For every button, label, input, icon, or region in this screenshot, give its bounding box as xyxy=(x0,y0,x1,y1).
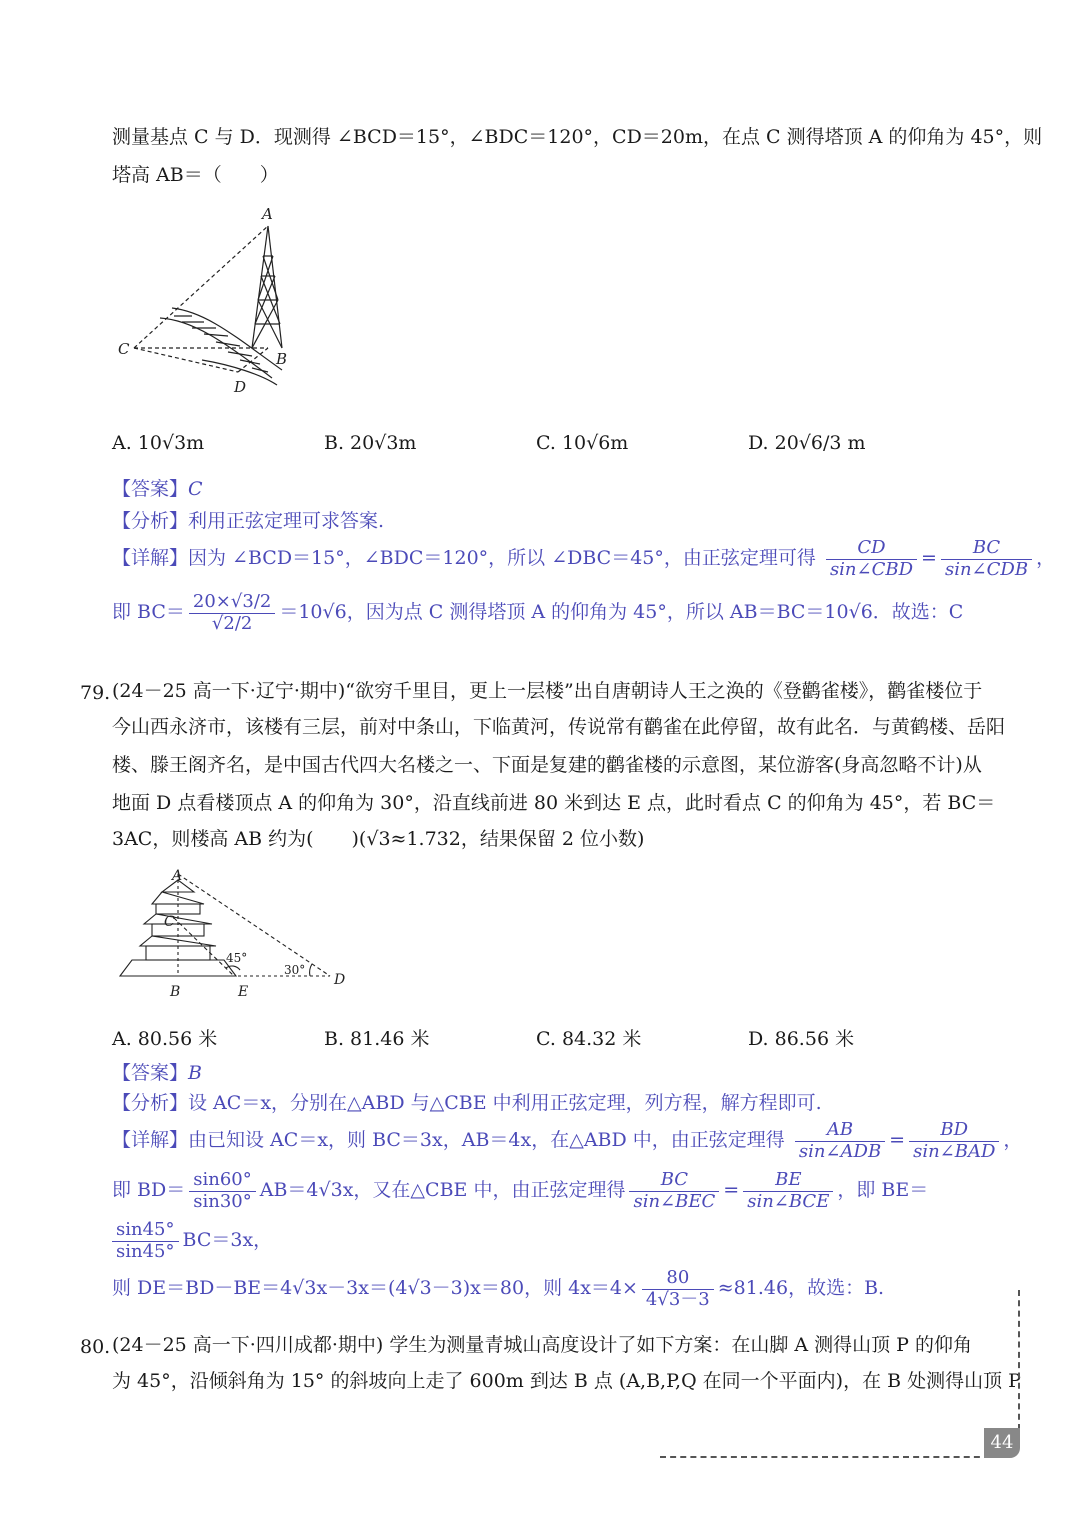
q79-fraction-4: $\frac{BC}{\text{sin∠BEC}}$ xyxy=(629,1170,719,1212)
q79-analysis-tag: 【分析】 xyxy=(112,1092,189,1114)
q79-detail-tag: 【详解】 xyxy=(112,1129,189,1152)
q78-detail-line-1: 【详解】因为 ∠BCD＝15°，∠BDC＝120°，所以 ∠DBC＝45°，由正弦定理可得 $\frac{CD}{\text{sin∠CBD}}$ = $\frac{BC}{\text{sin∠CDB}}$ ， xyxy=(112,537,1056,580)
q79-detail-text-1: 由已知设 AC＝x，则 BC＝3x，AB＝4x，在△ABD 中，由正弦定理得 xyxy=(188,1129,785,1152)
q80-line-1: (24－25 高一下·四川成都·期中) 学生为测量青城山高度设计了如下方案：在山脚 A 测得山顶 P 的仰角 xyxy=(112,1334,973,1356)
q79-detail-line-4 xyxy=(112,1268,884,1310)
q78-answer-tag: 【答案】 xyxy=(112,478,189,500)
q78-option-d[interactable]: D. 20√6/3 m xyxy=(748,432,866,454)
q78-detail-tag: 【详解】 xyxy=(112,547,189,570)
q78-detail-text-2b: ＝10√6，因为点 C 测得塔顶 A 的仰角为 45°，所以 AB＝BC＝10√6．故选：C xyxy=(279,601,964,624)
q78-label-c: C xyxy=(118,340,130,358)
q79-angle-30: 30° xyxy=(284,963,306,977)
q80-number: 80. xyxy=(80,1336,111,1358)
q78-answer-value: C xyxy=(188,478,203,500)
q79-option-c[interactable]: C. 84.32 米 xyxy=(536,1028,642,1050)
q80-line-2: 为 45°，沿倾斜角为 15° 的斜坡向上走了 600m 到达 B 点 (A,B,P,Q 在同一个平面内)，在 B 处测得山顶 P xyxy=(112,1370,1021,1392)
q79-option-b[interactable]: B. 81.46 米 xyxy=(324,1028,430,1050)
q78-label-a: A xyxy=(262,205,273,223)
q79-label-d: D xyxy=(334,972,346,988)
q79-number: 79. xyxy=(80,682,111,704)
q78-analysis-text: 利用正弦定理可求答案. xyxy=(188,510,385,532)
q79-fraction-2: $\frac{BD}{\text{sin∠BAD}}$ xyxy=(909,1120,999,1162)
q78-fraction-3: $\frac{20\times√3/2}{√2/2}$ xyxy=(189,592,275,634)
q78-detail-text-1: 因为 ∠BCD＝15°，∠BDC＝120°，所以 ∠DBC＝45°，由正弦定理可得 xyxy=(188,547,816,570)
page-number: 44 xyxy=(984,1428,1020,1458)
q78-fraction-1: $\frac{CD}{\text{sin∠CBD}}$ xyxy=(826,538,917,580)
q79-fraction-6: $\frac{\sin 45^\circ}{\sin 45^\circ}$ xyxy=(112,1220,179,1262)
q78-line-2: 塔高 AB＝（ ） xyxy=(112,164,279,186)
q79-label-c: C xyxy=(164,914,175,930)
q78-label-b: B xyxy=(276,350,288,368)
q78-option-c[interactable]: C. 10√6m xyxy=(536,432,629,454)
q79-fraction-5: $\frac{BE}{\text{sin∠BCE}}$ xyxy=(743,1170,833,1212)
q79-detail-line-1: 【详解】由已知设 AC＝x，则 BC＝3x，AB＝4x，在△ABD 中，由正弦定理得 $\frac{AB}{\text{sin∠ADB}}$ = $\frac{BD}{\text{sin∠BAD}}$ ， xyxy=(112,1119,1023,1162)
q78-option-a[interactable]: A. 10√3m xyxy=(112,432,205,454)
q79-fraction-3: $\frac{\sin 60^\circ}{\sin 30^\circ}$ xyxy=(189,1170,256,1212)
q79-line-2: 今山西永济市，该楼有三层，前对中条山，下临黄河，传说常有鹳雀在此停留，故有此名．与黄鹤楼、岳阳 xyxy=(112,716,1006,738)
q79-answer-tag: 【答案】 xyxy=(112,1062,189,1084)
q79-detail-line-3 xyxy=(112,1220,272,1262)
q79-line-3: 楼、滕王阁齐名，是中国古代四大名楼之一、下面是复建的鹳雀楼的示意图，某位游客(身高忽略不计)从 xyxy=(112,754,982,776)
q79-analysis-line xyxy=(112,1094,822,1113)
q79-pagoda-figure xyxy=(112,866,362,1001)
q79-answer-value: B xyxy=(188,1062,202,1084)
q79-option-d[interactable]: D. 86.56 米 xyxy=(748,1028,855,1050)
q79-label-e: E xyxy=(238,984,249,1000)
q78-line-1: 测量基点 C 与 D．现测得 ∠BCD＝15°，∠BDC＝120°，CD＝20m，在点 C 测得塔顶 A 的仰角为 45°，则 xyxy=(112,126,1043,148)
q79-line-4: 地面 D 点看楼顶点 A 的仰角为 30°，沿直线前进 80 米到达 E 点，此时看点 C 的仰角为 45°，若 BC＝ xyxy=(112,792,996,814)
q78-fraction-2: $\frac{BC}{\text{sin∠CDB}}$ xyxy=(941,538,1032,580)
page-border-dashed-horizontal xyxy=(660,1456,990,1458)
q78-detail-line-2 xyxy=(112,592,963,634)
q79-detail-line-2: 即 BD＝ $\frac{\sin 60^\circ}{\sin 30^\circ}$ AB＝4√3x，又在△CBE 中，由正弦定理得 $\frac{BC}{\text{sin∠BEC}}$ = $\frac{BE}{\text{sin∠BCE}}$ ，即 BE＝ xyxy=(112,1169,929,1212)
q79-option-a[interactable]: A. 80.56 米 xyxy=(112,1028,218,1050)
q78-analysis-tag: 【分析】 xyxy=(112,510,189,532)
q78-detail-text-2a: 即 BC＝ xyxy=(112,601,185,624)
q79-label-a: A xyxy=(172,868,183,884)
q79-detail-text-2a: 即 BD＝ xyxy=(112,1179,186,1202)
q79-detail-text-4b: ≈81.46，故选：B. xyxy=(717,1277,885,1300)
q79-detail-text-4a: 则 DE＝BD－BE＝4√3x－3x＝(4√3－3)x＝80，则 4x＝4× xyxy=(112,1277,638,1300)
q79-detail-text-3: BC＝3x， xyxy=(182,1229,273,1252)
q79-line-5: 3AC，则楼高 AB 约为( )(√3≈1.732，结果保留 2 位小数) xyxy=(112,828,645,850)
q79-label-b: B xyxy=(170,984,181,1000)
q79-fraction-7: $\frac{80}{4√3-3}$ xyxy=(642,1268,714,1310)
q79-line-1: (24－25 高一下·辽宁·期中)“欲穷千里目，更上一层楼”出自唐朝诗人王之涣的《登鹳雀楼》，鹳雀楼位于 xyxy=(112,680,983,702)
q79-answer-line xyxy=(112,1064,202,1083)
page-border-dashed-vertical xyxy=(1018,1290,1020,1430)
q79-analysis-text: 设 AC＝x，分别在△ABD 与△CBE 中利用正弦定理，列方程，解方程即可. xyxy=(188,1092,822,1114)
q78-tower-figure xyxy=(112,200,312,400)
q79-angle-45: 45° xyxy=(226,951,248,965)
q79-detail-text-2c: ，即 BE＝ xyxy=(837,1179,929,1202)
q79-detail-text-2b: AB＝4√3x，又在△CBE 中，由正弦定理得 xyxy=(259,1179,626,1202)
q78-label-d: D xyxy=(234,378,247,396)
q78-option-b[interactable]: B. 20√3m xyxy=(324,432,417,454)
q79-fraction-1: $\frac{AB}{\text{sin∠ADB}}$ xyxy=(795,1120,885,1162)
q78-analysis-line xyxy=(112,512,384,531)
q78-answer-line xyxy=(112,480,203,499)
